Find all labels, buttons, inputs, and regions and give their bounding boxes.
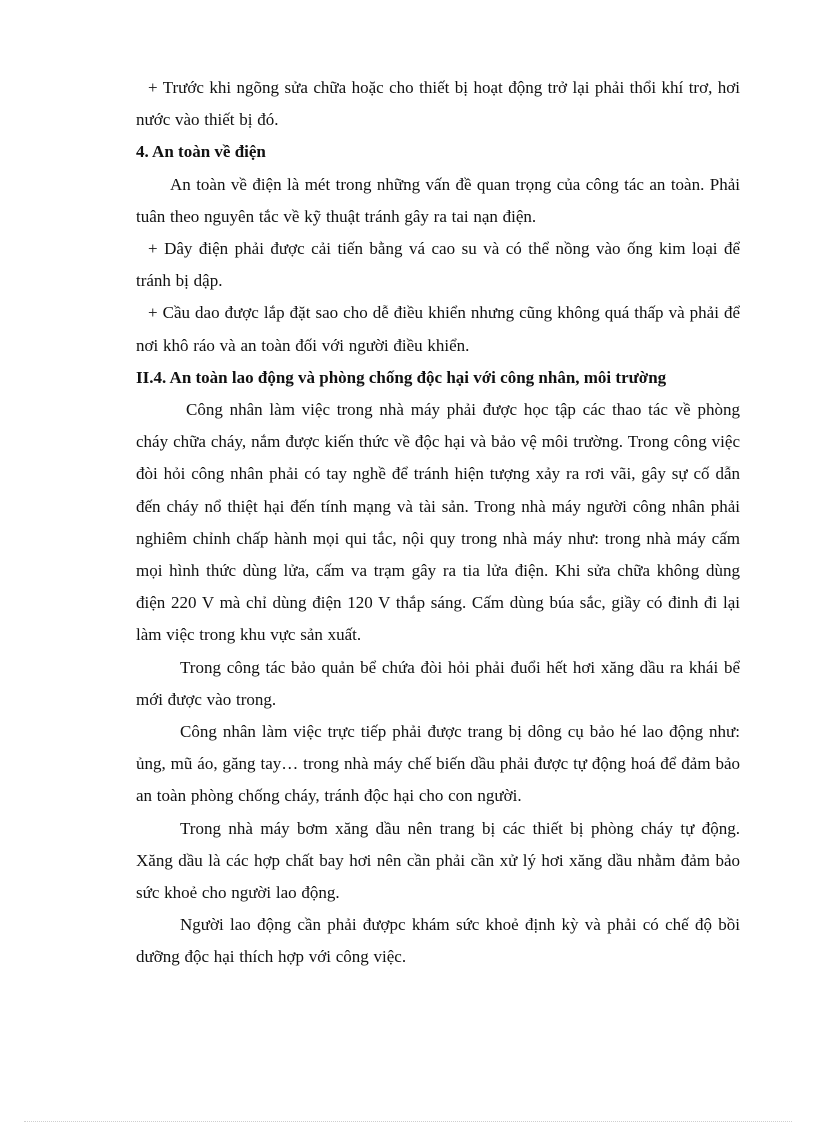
paragraph-worker-training: Công nhân làm việc trong nhà máy phải được học tập các thao tác về phòng cháy chữa cháy, nắm được kiến thức về độc hại và bảo vệ môi trường. Trong công việc đòi hỏi công nhân phải có tay nghề để tránh hiện tượng xảy ra rơi vãi, gây sự cố dẫn đến cháy nổ thiệt hại đến tính mạng và tài sản. Trong nhà máy người công nhân phải nghiêm chỉnh chấp hành mọi qui tắc, nội quy trong nhà máy như: trong nhà máy cấm mọi hình thức dùng lửa, cấm va trạm gây ra tia lửa điện. Khi sửa chữa không dùng điện 220 V mà chỉ dùng điện 120 V thắp sáng. Cấm dùng búa sắc, giầy có đinh đi lại làm việc trong khu vực sản xuất.: [136, 400, 740, 645]
document-page: [136, 72, 740, 974]
page-bottom-divider: [24, 1121, 792, 1122]
paragraph-protective-equipment: Công nhân làm việc trực tiếp phải được trang bị dông cụ bảo hé lao động như: ủng, mũ áo, găng tay… trong nhà máy chế biến dầu phải được tự động hoá để đảm bảo an toàn phòng chống cháy, tránh độc hại cho con người.: [136, 722, 740, 806]
paragraph-wire-bullet: + Dây điện phải được cải tiến bằng vá cao su và có thể nồng vào ống kim loại để tránh bị dập.: [136, 239, 740, 291]
paragraph-switch-bullet: + Cầu dao được lắp đặt sao cho dễ điều khiển nhưng cũng không quá thấp và phải để nơi khô ráo và an toàn đối với người điều khiển.: [136, 303, 740, 355]
paragraph-electrical-intro: An toàn về điện là mét trong những vấn đề quan trọng của công tác an toàn. Phải tuân theo nguyên tắc về kỹ thuật tránh gây ra tai nạn điện.: [136, 174, 740, 226]
heading-labor-safety: II.4. An toàn lao động và phòng chống độc hại với công nhân, môi trường: [136, 367, 667, 387]
paragraph-fire-equipment: Trong nhà máy bơm xăng dầu nên trang bị các thiết bị phòng cháy tự động. Xăng dầu là các hợp chất bay hơi nên cần phải cần xử lý hơi xăng dầu nhằm đảm bảo sức khoẻ cho người lao động.: [136, 818, 740, 903]
paragraph-tank-maintenance: Trong công tác bảo quản bể chứa đòi hỏi phải đuổi hết hơi xăng dầu ra khái bể mới được vào trong.: [136, 657, 740, 709]
heading-electrical-safety: 4. An toàn về điện: [136, 142, 266, 162]
paragraph-purge-bullet: + Trước khi ngõng sửa chữa hoặc cho thiết bị hoạt động trở lại phải thổi khí trơ, hơi nước vào thiết bị đó.: [136, 78, 740, 130]
paragraph-health-check: Người lao động cần phải đượpc khám sức khoẻ định kỳ và phải có chế độ bồi dưỡng độc hại thích hợp với công việc.: [136, 915, 740, 967]
